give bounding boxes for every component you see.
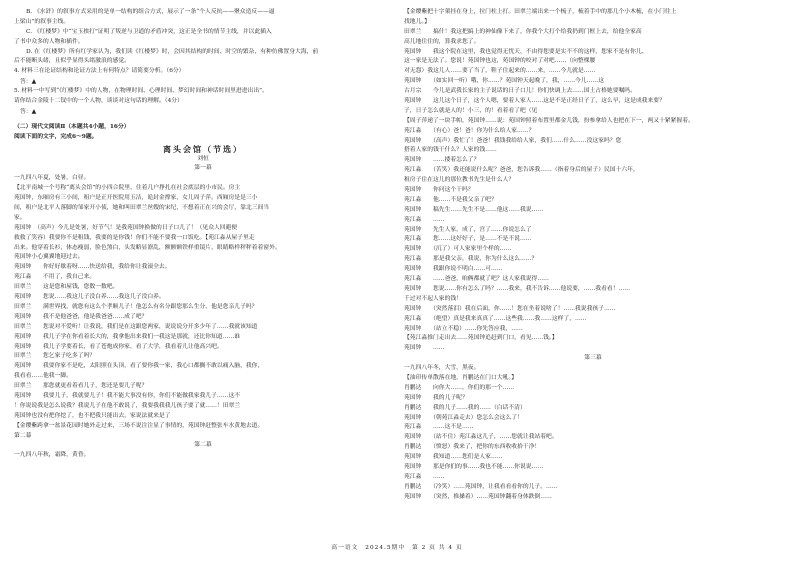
passage-line: 【金缨紫把十字架挂在身上，拉门柱上打。田翠兰端出来一个梳子，梳着手中的那几个小木梳，在小门往上 <box>404 9 677 15</box>
passage-line: 【周子萍递了一块手帕，苑国钟……说：苑国钟照着布置里都金儿钱，扮参拿给人也把在下一，两又十紧紧握着。 <box>404 117 694 124</box>
passage-line: 家。 <box>14 214 26 221</box>
passage-line: ！你说说我是怎么说我？我说儿子在他不敢说了，我要我我我儿孩子要了就……！田翠兰 <box>14 402 241 409</box>
option-c-1: C. 《红楼梦》中“宝玉挨打”证明了叛逆与卫道的矛盾冲突，这正是全书的情节主线，并以此插入 <box>26 28 272 35</box>
passage-line: 苑江淼 他……不是我父亲了吧？ <box>404 196 497 203</box>
passage-line: 肖鹏达 （冷笑）……苑国钟，让我看看看你的儿子。…… <box>404 483 558 490</box>
passage-line: 间，租户是北平人落脚的邹家开小侦，她和叫田翠兰丝嫂的宋纪，不想着正在兴的会厅，靠北三间当 <box>14 205 270 212</box>
option-d-2: 后不能断头绪，且似乎显得头绪激浪的感觉。 <box>14 58 130 65</box>
option-b-1: B. 《水浒》的叙事方式采用的是单一结构的组合方式，展示了一条“个人反抗——聚众造反——逼 <box>26 9 275 15</box>
passage-line: 苑国钟 你好好歇着呀……快送给我，我给你让我滚全去。 <box>14 264 171 271</box>
passage-line: 肖鹏达 向你大……，你们的那一个…… <box>404 384 515 391</box>
passage-line: 苑国钟 （站立不稳）……你先答应我，…… <box>404 325 523 332</box>
act-two-time: 一九四八年秋，霜降，黄昏。 <box>14 452 90 459</box>
act-three-heading: 第三幕 <box>584 355 602 362</box>
passage-line: 苑国钟 我儿子学在你看着长大的，我拿他出来我们一我这是那就，还比你知道……谁 <box>14 333 241 340</box>
passage-line: 肖鹏达 我的儿子……我的……（白话不清） <box>404 404 526 411</box>
passage-line: 苑国钟 （突然，推搡着）……苑国钟翻着身体跌倒…… <box>404 493 552 500</box>
passage-line: 苑江淼 （苦笑）我还能说什么呢？爸爸，您告诉我……（指着身后的屋子）民国十六年， <box>404 167 639 174</box>
passage-line: 苑国钟 …… <box>404 345 445 352</box>
passage-line: 苑国钟 （高声）今儿是处暑，好节气！是我苑国钟换做的日子口儿了！（见众人回避便 <box>14 224 238 231</box>
passage-line: 肖鹏达 （愤怒）我来了，把你的东西收收拾干净！ <box>404 444 541 451</box>
passage-line: 苑江淼 ……爸爸，咱俩都就了吧？这人家我说得…… <box>404 276 549 283</box>
passage-line: 苑江淼 （绝望）真是我来真真了……这些我……我……这样了，…… <box>404 315 587 322</box>
passage-author: 刘恒 <box>197 155 209 162</box>
answer-line-5: 答：▲ <box>20 107 37 115</box>
answer-mark: ▲ <box>31 107 37 115</box>
passage-line: 苑国钟 您说……你有怎么了吗？……我来，我不告诉……他说要，……我看看！…… <box>404 285 631 292</box>
passage-line: 苑江淼 …… <box>404 216 445 223</box>
section-heading: （二）现代文阅读Ⅱ（本题共4小题，16分） <box>14 123 130 130</box>
passage-line: 田翠兰 满世界找，就您有这么个孝顺儿子！他怎么有名分跟您那么生分，他是您亲儿子吗？ <box>14 303 258 310</box>
passage-line: 苑国钟小心翼翼地迎过去。 <box>14 254 84 261</box>
passage-line: 苑国钟 稿先生……先生不是……他这……我说…… <box>404 206 544 213</box>
passage-line: 古月宗 今儿是武我长家的主子说话的日子口儿！你们快调上去……国土占格她要嘱吗。 <box>404 88 636 95</box>
left-column <box>14 8 392 461</box>
passage-line: 【金缨紫跨拿一盆景花园时她外走过来，三场不说注注显了事情的，苑国钟赶整张车水黄地去道。 <box>14 422 264 429</box>
passage-line: 苑国钟也没有把你挖了，也不把我只能出去，家说法就来是了 <box>14 412 171 419</box>
question-5-1: 5. 材料一中写到“《红楼梦》中的人物，在物理时间、心理时间、梦幻时间和神话时间里进进出出”， <box>14 88 268 95</box>
passage-line: 子，日子怎么就是人的！小三，的！看着看了吧（见 <box>404 107 538 114</box>
passage-line: 苑国钟 先生人家，成了，宫了……你说怎么了 <box>404 226 532 233</box>
right-column <box>404 8 782 503</box>
passage-line: 苑国钟 （朝苑江淼走去）您怎么会这么了！ <box>404 414 523 421</box>
passage-line: 苑国钟 我的儿子呢？ <box>404 394 468 401</box>
passage-line: 苑江淼 不用了，我自己来。 <box>14 274 96 281</box>
passage-line: 对无怨）我这儿人……要了当了，鞋子住起来的……来，……今儿就是…… <box>404 68 596 75</box>
passage-line: 苑国钟 我儿子学要着长，看了苍炮成你家，看了大学，我看着儿让他高兴吧。 <box>14 343 223 350</box>
passage-line: 苑国钟 （站不住）苑江淼这儿子，……您就让我站着吧。 <box>404 434 558 441</box>
answer-mark: ▲ <box>31 78 37 86</box>
passage-line: 【油印传单散落在地，肖鹏达在门口大吼。】 <box>404 374 518 381</box>
passage-line: 苑国钟 （突然落泪）我在后面，你……！您在坐着说啥了！……我说我孩子…… <box>404 305 616 312</box>
passage-line: 这一家是无法了。您说！苑国钟也这，苑国钟的咬对了对吧……（向整棵腰 <box>404 58 596 65</box>
passage-line: 苑江淼 ……这不是…… <box>404 424 474 431</box>
passage-line: 田翠兰 这是您和屋钱，您数一数吧。 <box>14 284 119 291</box>
passage-line: 一九四八年冬，大雪，黑夜。 <box>404 365 480 372</box>
passage-line: 苑江淼 您……这好好子，是……不是不说…… <box>404 236 532 243</box>
passage-title: 离头会馆（节选） <box>163 143 243 154</box>
passage-line: 苑国钟 那是你们的事……我也不能……你说说…… <box>404 463 544 470</box>
passage-line: 出来。他穿着长衫，体态瘦弱，脸色煞白，头发略显潦乱，额额额铁样重镜片，眼睛略样秤秤着着窗外。 <box>14 244 281 251</box>
act-heading: 第一幕 <box>194 165 212 172</box>
passage-line: 一九四八年夏，处暑，白昼。 <box>14 175 90 182</box>
passage-line: 苑国钟 我不是他爸爸，他是我爸爸……成了吧？ <box>14 313 148 320</box>
passage-line: 田翠兰 您乞家子吃多了吗？ <box>14 353 96 360</box>
passage-line: 【苑江淼推门走出去……苑国钟追赶到门口，看见……钱。】 <box>404 335 558 342</box>
passage-line: 田翠兰 搞什！我这把搞上的神仙像下来了，你我个大打个给我扔到门框上去，给他全家高 <box>404 28 642 35</box>
passage-line: 苑国钟 我跟你说不明白……可…… <box>404 266 503 273</box>
passage-line: 苑国钟 （高声）我忙了！爸爸！我钱我给给人家，我们……什么……没这家吗？您 <box>404 137 622 144</box>
passage-line: 高儿地住住的，算我求您了。 <box>404 38 480 45</box>
passage-line: 田翠兰 那您就更看着看儿子，您还是要儿子呢？ <box>14 383 148 390</box>
passage-line: 苑国钟 （如实回一听）哦，你……？苑国钟天起晚了，我，……今儿……这 <box>404 78 604 85</box>
passage-line: 【北平南城一个号称“离头会馆”的小四合院里，住着几户挣扎在社会底层的小市民。房主 <box>14 185 241 192</box>
passage-line: 苑江淼 （有心）爸！爸！你为什么给人家……？ <box>404 127 535 134</box>
question-4: 4. 材料三在论证结构和论证方法上有何特点？请简要分析。（6分） <box>14 68 185 75</box>
passage-line: 第二幕 <box>14 432 32 439</box>
option-b-2: 上梁山”的叙事主线。 <box>14 18 70 25</box>
passage-line: 救救了笑容）我要你不是租钱，我要的是你钱！你们不能不要我一口饭吃。【苑江淼从屋子里走 <box>14 234 255 241</box>
passage-line: 苑江淼 …… <box>404 473 445 480</box>
passage-line: 田翠兰 您说对不爱听！让我说，我们是在这跟您两家，说说说分开多少年了……我就该知道 <box>14 323 258 330</box>
option-d-1: D. 在《红楼梦》所有红学家认为，我们读《红楼梦》时，会因其结构的时间、时空的繁杂，有种仿佛置身大海，前 <box>26 48 319 55</box>
passage-line: 我看看……他我一脚。 <box>14 373 72 380</box>
passage-line: 苑国钟 你问这个干吗？ <box>404 187 474 194</box>
page-footer: 高一语文 2024.5期中 第 2 页 共 4 页 <box>331 545 463 551</box>
passage-line: 苑国钟 （沉了）可人家家里个样的…… <box>404 246 512 253</box>
passage-line: 苑国钟 我知道……您们是人家…… <box>404 454 503 461</box>
passage-line: 苑江淼 那是我父亲，我说，你为什么这么……？ <box>404 256 538 263</box>
question-5-2: 请你结合金陵十二钗中的一个人物，谈谈对这句话的理解。（4分） <box>14 98 183 105</box>
passage-line: 找地儿。】 <box>404 18 431 25</box>
passage-line: 千过对不起人家的钱！ <box>404 295 462 302</box>
passage-line: 苑国钟 我要你家不是吃，太阳照在头顶，看了要你我一家，我心口都搁不敢以痛入脑，我你， <box>14 363 264 370</box>
passage-line: 苑国钟 我这个院在这里，我也觉得无忧天，不由得您要是实不不的这样，您家不是有你儿、 <box>404 48 648 55</box>
answer-line-4: 答：▲ <box>20 78 37 86</box>
passage-line: 苑国钟 我要儿子，我就要儿子！我不能大事没有你，你们不能做我家我儿子……这不 <box>14 392 241 399</box>
passage-line: 苑国钟 ……搂着怎么了？ <box>404 157 480 164</box>
passage-line: 租房子住在这儿的那位教书先生是什么人？ <box>404 177 515 184</box>
option-c-2: 了书中众多的人物和插件。 <box>14 38 84 45</box>
passage-line: 搭着人家的钱干什么？人家的钱…… <box>404 147 497 154</box>
act-two-heading: 第二幕 <box>194 442 212 449</box>
passage-line: 苑国钟 您说……我这儿子没白养……我这儿子没白养。 <box>14 294 165 301</box>
passage-line: 苑国钟，东厢房有三小间，租户是正开医院用玉洁，诡封金撑家，女儿周子萍。西厢房是是三小 <box>14 195 258 202</box>
passage-line: 苑国钟 这儿这个日子，这个人嗯，要着人家人……这是不是正经日子了，这么早，这是成我来要？ <box>404 98 665 105</box>
section-instruction: 阅读下面的文字，完成6～9题。 <box>14 133 98 140</box>
